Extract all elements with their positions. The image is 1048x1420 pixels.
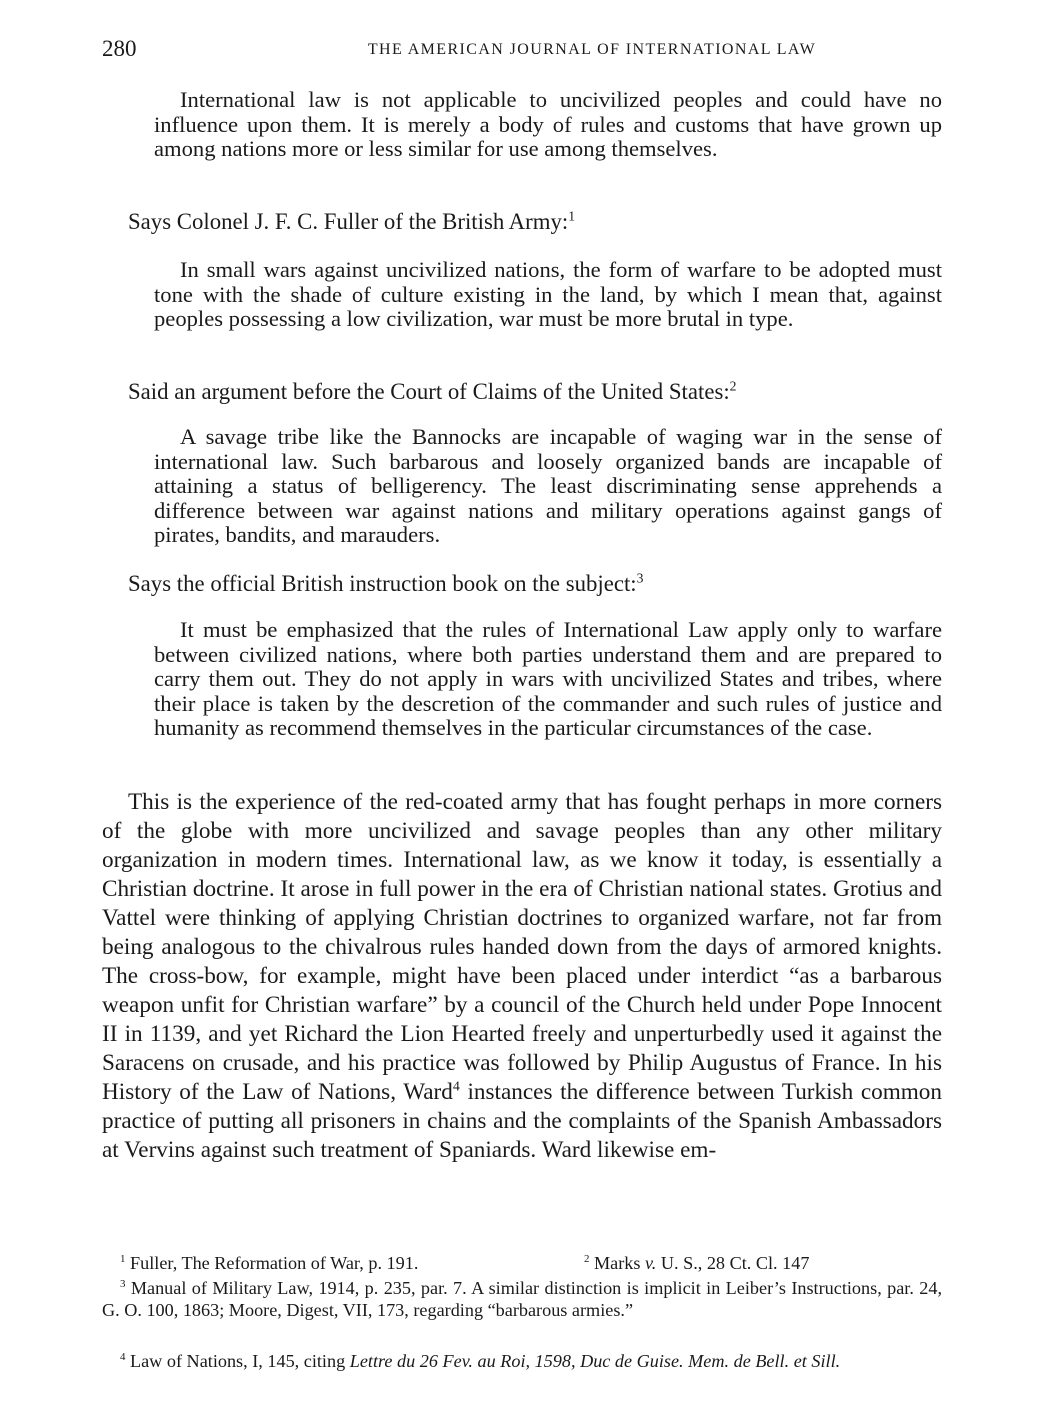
body-text-part-1: This is the experience of the red-coated army that has fought perhaps in more corners of the globe with more uncivilized and savage peoples than any other military organization in modern times. International law, as we know it today, is essentially a Christian doctrine. It arose in full power in the era of Christian national states. Grotius and Vattel were thinking of applying Christian doctrines to organized warfare, not far from being analogous to the chivalrous rules handed down from the days of armored knights. The cross-bow, for example, might have been placed under interdict “as a barbarous weapon unfit for Christian warfare” by a council of the Church held under Pope Innocent II in 1139, and yet Richard the Lion Hearted freely and unperturbedly used it against the Saracens on crusade, and his practice was followed by Philip Augustus of France. In his History of the Law of Nations, Ward: [102, 789, 942, 1105]
block-quote-2: [154, 258, 942, 332]
page-number: 280: [102, 36, 137, 61]
footnote-ref-4: 4: [452, 1079, 460, 1095]
footnote-ref-1: 1: [568, 208, 576, 224]
footnote-text: U. S., 28 Ct. Cl. 147: [656, 1253, 810, 1273]
footnote-1: [120, 1252, 418, 1274]
footnote-ref-2: 2: [729, 378, 737, 394]
body-paragraph: [102, 788, 942, 1165]
intro-text: Says Colonel J. F. C. Fuller of the British Army:: [128, 209, 569, 234]
quote-text: It must be emphasized that the rules of International Law apply only to warfare between civilized nations, where both parties understand them and are prepared to carry them out. They do not apply in wars with uncivilized States and tribes, where their place is taken by the descretion of the commander and such rules of justice and humanity as recommend themselves in the particular circumstances of the case.: [154, 617, 942, 741]
block-quote-1: [154, 88, 942, 162]
block-quote-4: [154, 618, 942, 741]
footnote-3: [102, 1277, 942, 1321]
footnote-row-1-2: [102, 1252, 942, 1276]
footnote-mark: 4: [120, 1350, 126, 1363]
journal-title: THE AMERICAN JOURNAL OF INTERNATIONAL LAW: [367, 41, 817, 58]
footnote-text: Marks: [594, 1253, 646, 1273]
footnote-text: Fuller, The Reformation of War, p. 191.: [130, 1253, 419, 1273]
body-text-part-2: instances the difference between Turkish common practice of putting all prisoners in chains and the complaints of the Spanish Ambassadors at Vervins against such treatment of Spaniards. Ward likewise em-: [102, 1079, 942, 1163]
quote-intro-1: [128, 209, 942, 235]
quote-intro-3: [128, 571, 942, 597]
footnote-text: Law of Nations, I, 145, citing: [130, 1351, 350, 1371]
quote-text: In small wars against uncivilized nations, the form of warfare to be adopted must tone with the shade of culture existing in the land, by which I mean that, against peoples possessing a low civilization, war must be more brutal in type.: [154, 257, 942, 332]
footnote-italic: v.: [645, 1253, 657, 1273]
running-header: [102, 34, 942, 66]
footnote-italic-1: Lettre du 26 Fev. au Roi, 1598, Duc de Guise.: [349, 1351, 684, 1371]
block-quote-3: [154, 425, 942, 548]
footnote-mark: 1: [120, 1252, 126, 1265]
footnote-italic-2: Mem. de Bell. et Sill.: [688, 1351, 841, 1371]
quote-text: A savage tribe like the Bannocks are incapable of waging war in the sense of international law. Such barbarous and loosely organized bands are incapable of attaining a status of belligerency. The least discriminating sense apprehends a difference between war against nations and military operations against gangs of pirates, bandits, and marauders.: [154, 424, 942, 548]
footnote-text: Manual of Military Law, 1914, p. 235, par. 7. A similar distinction is implicit in Leiber’s Instructions, par. 24, G. O. 100, 1863; Moore, Digest, VII, 173, regarding “barbarous armies.”: [102, 1278, 943, 1320]
footnote-ref-3: 3: [636, 570, 644, 586]
quote-text: International law is not applicable to uncivilized peoples and could have no influence upon them. It is merely a body of rules and customs that have grown up among nations more or less similar for use among themselves.: [154, 87, 942, 162]
footnote-4: [102, 1350, 942, 1372]
intro-text: Said an argument before the Court of Claims of the United States:: [128, 379, 730, 404]
intro-text: Says the official British instruction book on the subject:: [128, 571, 637, 596]
footnote-mark: 3: [120, 1277, 126, 1290]
footnote-2: [584, 1252, 809, 1274]
quote-intro-2: [128, 379, 942, 405]
footnote-mark: 2: [584, 1252, 590, 1265]
